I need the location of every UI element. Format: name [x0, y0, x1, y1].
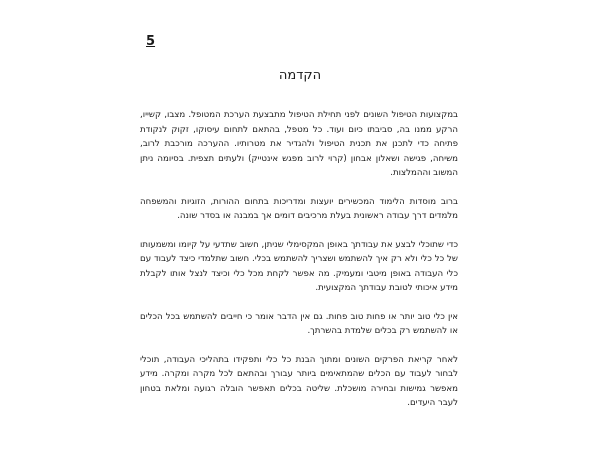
paragraph-4: אין כלי טוב יותר או פחות טוב פחות. גם אין הדבר אומר כי חייבים להשתמש בכל הכלים או להשתמש רק בכלים שלמדת בהשרתך. [140, 311, 458, 336]
paragraph-3: כדי שתוכלי לבצע את עבודתך באופן המקסימלי שניתן, חשוב שתדעי על קיומו ומשמעותו של כל כלי ולא רק איך להשתמש ושצריך להשתמש בכלי. חשוב שתלמדי כיצד לעבוד עם כלי העבודה באופן מיטבי ומעמיק. מה אפשר לקחת מכל כלי וכיצד לנצל אותו לקבלת מידע איכותי לטובת עבודתך המקצועית. [140, 239, 458, 293]
paragraph-2: ברוב מוסדות הלימוד המכשירים יועצות ומדריכות בתחום ההורות, הזוגיות והמשפחה מלמדים דרך עבודה ראשונית בעלת מרכיבים דומים אך במבנה או בסדר שונה. [140, 196, 458, 221]
page-title: הקדמה [278, 68, 322, 83]
page-number: 5 [146, 34, 156, 49]
body-text [140, 108, 458, 411]
paragraph-1: במקצועות הטיפול השונים לפני תחילת הטיפול מתבצעת הערכת המטופל. מצבו, קשייו, הרקע ממנו בה, סביבתו כיום ועוד. כל מטפל, בהתאם לתחום עיסוקו, זקוק לנקודת פתיחה כדי לתכנן את תכנית הטיפול ולהגדיר את מטרותיו. ההערכה מורכבת לרוב, משיחה, פגישה ושאלון אבחון (קרוי לרוב מפגש אינטייק) ולעתים תצפית. בסיומה ניתן המשוב וההמלצות. [140, 110, 458, 178]
paragraph-5: לאחר קריאת הפרקים השונים ומתוך הבנת כל כלי ותפקידו בתהליכי העבודה, תוכלי לבחור לעבוד עם הכלים שהמתאימים ביותר עבורך ובהתאם לכל מקרה ומקרה. מידע מאפשר גמישות ובחירה מושכלת. שליטה בכלים תאפשר הובלה רגועה ומלאת בטחון לעבר היעדים. [140, 354, 458, 408]
